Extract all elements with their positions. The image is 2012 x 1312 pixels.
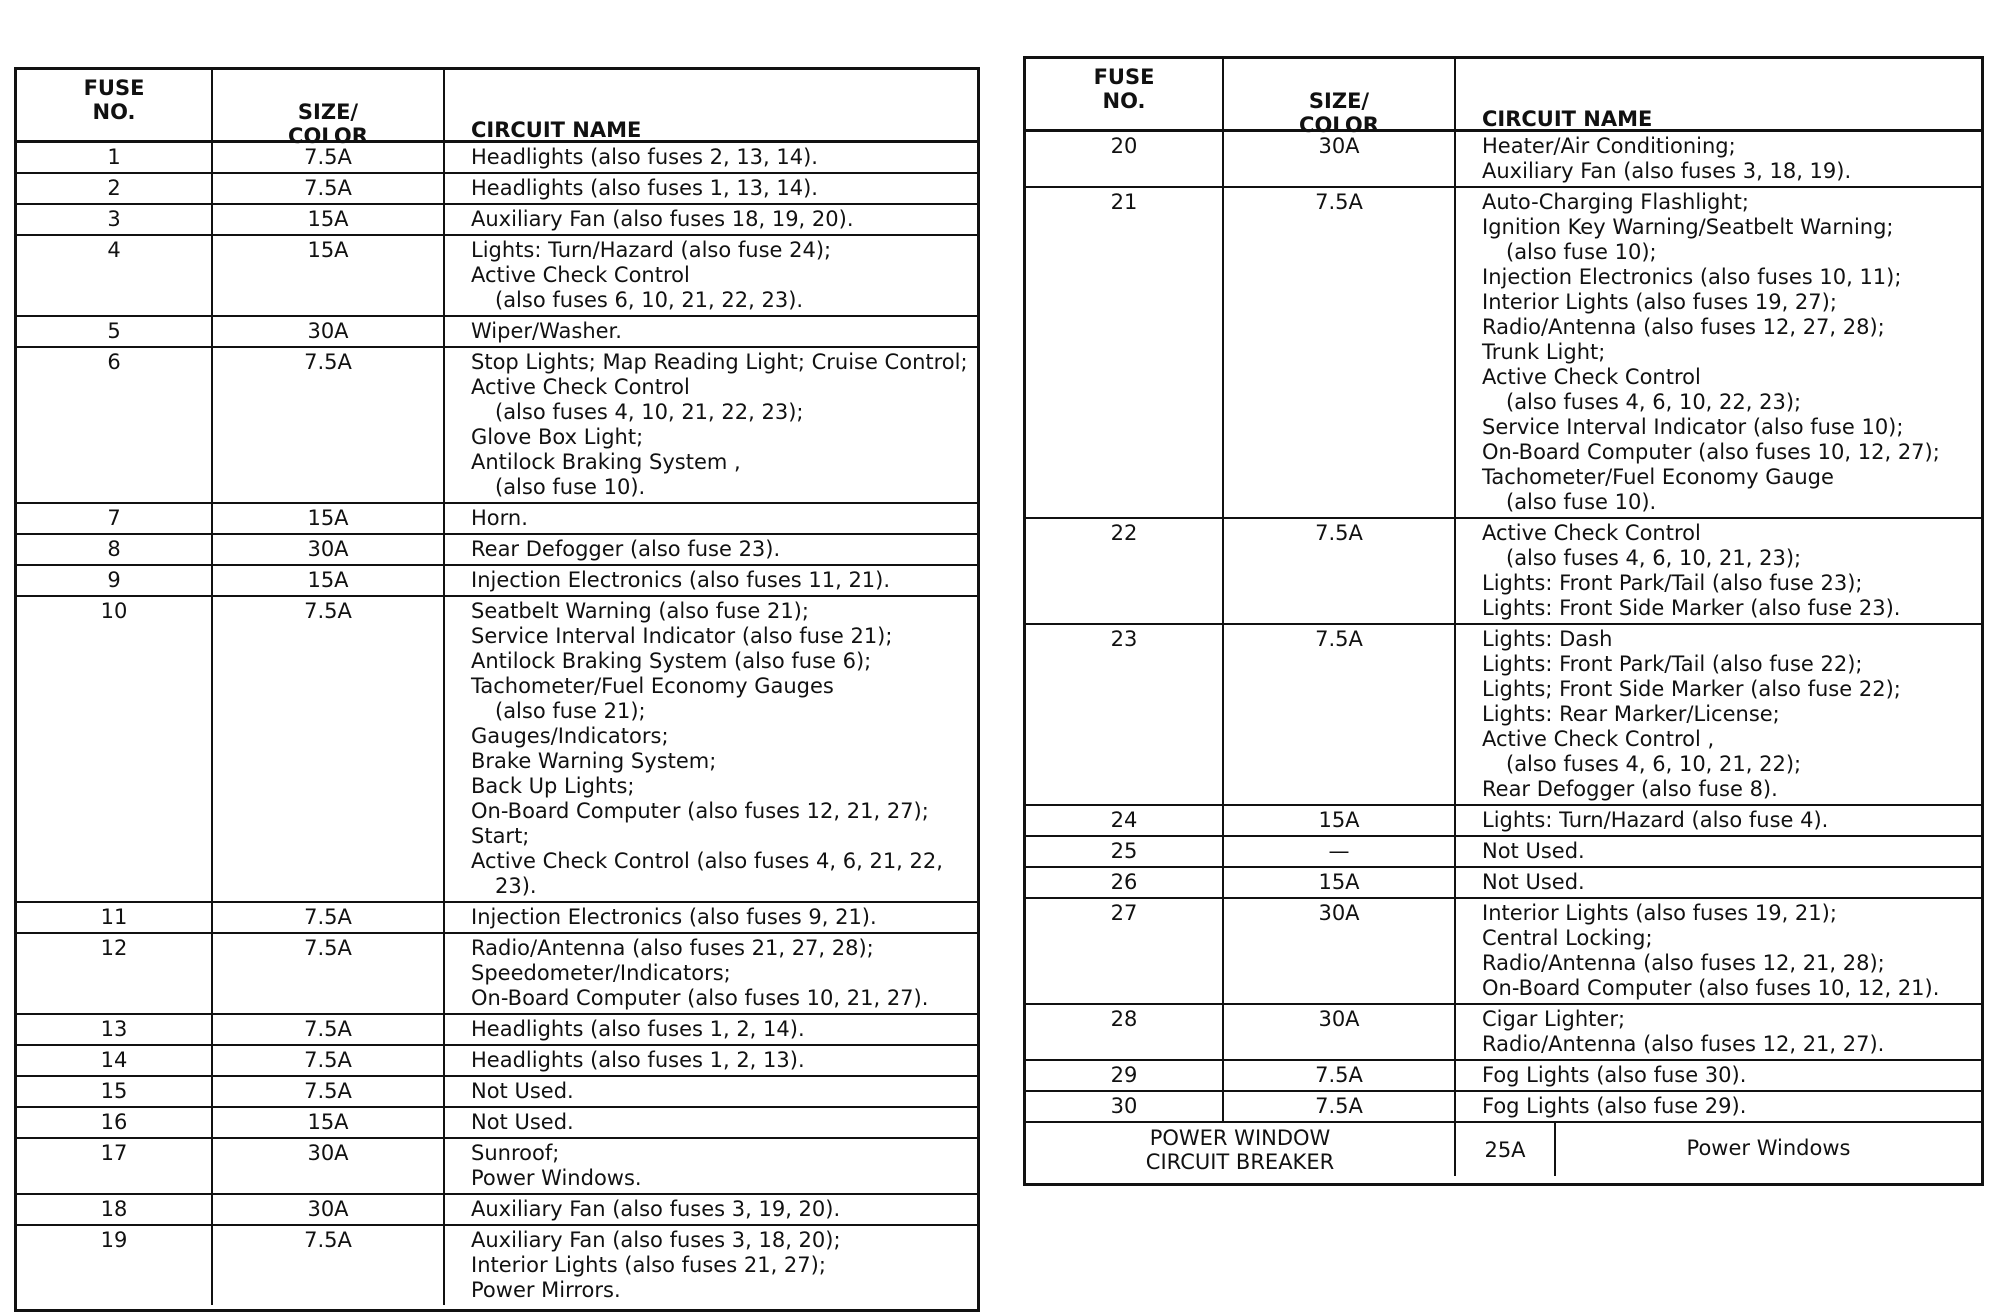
circuit-line: Rear Defogger (also fuse 8). <box>1482 777 1778 801</box>
table-row <box>1026 519 1981 625</box>
circuit-name <box>445 317 977 346</box>
fuse-size: 30A <box>213 317 445 346</box>
circuit-line: (also fuse 10); <box>1506 240 1657 264</box>
fuse-number: 4 <box>17 236 213 315</box>
fuse-number: 15 <box>17 1077 213 1106</box>
circuit-line: Ignition Key Warning/Seatbelt Warning; <box>1482 215 1894 239</box>
circuit-line: Glove Box Light; <box>471 425 644 449</box>
circuit-line: Service Interval Indicator (also fuse 21); <box>471 624 893 648</box>
circuit-name <box>1456 625 1981 804</box>
circuit-name <box>445 934 977 1013</box>
circuit-line: Cigar Lighter; <box>1482 1007 1626 1031</box>
table-row <box>17 348 977 504</box>
circuit-name <box>445 1077 977 1106</box>
circuit-line: Not Used. <box>471 1079 574 1103</box>
fuse-size: 7.5A <box>213 1046 445 1075</box>
circuit-name <box>1456 519 1981 623</box>
header-circuit-name: CIRCUIT NAME <box>1482 107 1653 131</box>
fuse-table-right <box>1023 56 1984 1186</box>
fuse-number: 17 <box>17 1139 213 1193</box>
circuit-line: Tachometer/Fuel Economy Gauges <box>471 674 834 698</box>
circuit-name <box>1456 132 1981 186</box>
fuse-number: 3 <box>17 205 213 234</box>
circuit-line: Horn. <box>471 506 528 530</box>
fuse-size: 7.5A <box>213 143 445 172</box>
circuit-line: Brake Warning System; <box>471 749 717 773</box>
breaker-circuit: Power Windows <box>1686 1136 1851 1160</box>
circuit-line: Auxiliary Fan (also fuses 3, 19, 20). <box>471 1197 841 1221</box>
fuse-number: 27 <box>1026 899 1224 1003</box>
circuit-line: Not Used. <box>1482 839 1585 863</box>
table-header <box>1026 59 1981 137</box>
circuit-line: Headlights (also fuses 1, 2, 13). <box>471 1048 805 1072</box>
circuit-line: Auxiliary Fan (also fuses 3, 18, 19). <box>1482 159 1852 183</box>
header-size-line2: COLOR <box>1299 113 1379 137</box>
fuse-size: 15A <box>213 236 445 315</box>
fuse-size: 7.5A <box>1224 625 1456 804</box>
circuit-line: Wiper/Washer. <box>471 319 622 343</box>
table-row <box>1026 868 1981 899</box>
header-size-color <box>213 70 445 148</box>
circuit-line: Sunroof; <box>471 1141 560 1165</box>
circuit-line: Trunk Light; <box>1482 340 1606 364</box>
circuit-name <box>445 1226 977 1305</box>
circuit-name <box>445 903 977 932</box>
circuit-line: Active Check Control <box>1482 521 1701 545</box>
circuit-line: (also fuse 10). <box>1506 490 1657 514</box>
fuse-number: 22 <box>1026 519 1224 623</box>
circuit-line: (also fuses 6, 10, 21, 22, 23). <box>495 288 804 312</box>
fuse-number: 21 <box>1026 188 1224 517</box>
circuit-line: Injection Electronics (also fuses 11, 21). <box>471 568 891 592</box>
circuit-line: Not Used. <box>471 1110 574 1134</box>
circuit-name <box>1456 1005 1981 1059</box>
table-row <box>17 597 977 903</box>
circuit-line: Interior Lights (also fuses 19, 21); <box>1482 901 1837 925</box>
fuse-number: 10 <box>17 597 213 901</box>
circuit-line: Gauges/Indicators; <box>471 724 669 748</box>
circuit-name <box>1456 1092 1981 1121</box>
table-row <box>17 236 977 317</box>
fuse-number: 1 <box>17 143 213 172</box>
header-size-line2: COLOR <box>288 124 368 148</box>
circuit-name <box>445 535 977 564</box>
table-row <box>1026 806 1981 837</box>
circuit-line: On-Board Computer (also fuses 12, 21, 27); <box>471 799 929 823</box>
table-row <box>17 566 977 597</box>
circuit-name <box>1456 1061 1981 1090</box>
fuse-size: 7.5A <box>213 348 445 502</box>
table-row <box>17 1077 977 1108</box>
table-row <box>17 1226 977 1305</box>
circuit-line: Speedometer/Indicators; <box>471 961 731 985</box>
fuse-number: 30 <box>1026 1092 1224 1121</box>
fuse-size: 7.5A <box>1224 188 1456 517</box>
circuit-line: Lights: Front Park/Tail (also fuse 22); <box>1482 652 1863 676</box>
table-row <box>1026 1061 1981 1092</box>
table-row <box>17 1195 977 1226</box>
circuit-name <box>1456 868 1981 897</box>
table-row <box>1026 1092 1981 1121</box>
fuse-number: 9 <box>17 566 213 595</box>
header-size-line1: SIZE/ <box>1308 89 1370 113</box>
circuit-line: (also fuses 4, 10, 21, 22, 23); <box>495 400 804 424</box>
circuit-line: (also fuse 21); <box>495 699 646 723</box>
fuse-size: 7.5A <box>213 597 445 901</box>
circuit-line: Active Check Control , <box>1482 727 1715 751</box>
circuit-line: Fog Lights (also fuse 29). <box>1482 1094 1747 1118</box>
circuit-name <box>445 1046 977 1075</box>
fuse-size: 7.5A <box>1224 1061 1456 1090</box>
fuse-number: 7 <box>17 504 213 533</box>
circuit-line: On-Board Computer (also fuses 10, 12, 21). <box>1482 976 1940 1000</box>
fuse-number: 23 <box>1026 625 1224 804</box>
breaker-label-line2: CIRCUIT BREAKER <box>1145 1150 1335 1174</box>
circuit-name <box>445 1195 977 1224</box>
breaker-size: 25A <box>1456 1123 1556 1176</box>
header-fuse-no-line2: NO. <box>92 100 136 124</box>
breaker-label <box>1026 1123 1456 1176</box>
circuit-line: Radio/Antenna (also fuses 12, 21, 28); <box>1482 951 1885 975</box>
circuit-line: Antilock Braking System (also fuse 6); <box>471 649 872 673</box>
fuse-number: 5 <box>17 317 213 346</box>
table-row <box>17 535 977 566</box>
fuse-size: 30A <box>1224 1005 1456 1059</box>
table-row <box>17 903 977 934</box>
fuse-size: 15A <box>1224 806 1456 835</box>
table-header <box>17 70 977 148</box>
circuit-line: Headlights (also fuses 2, 13, 14). <box>471 145 818 169</box>
circuit-breaker-row <box>1026 1121 1981 1176</box>
table-row <box>1026 837 1981 868</box>
fuse-number: 29 <box>1026 1061 1224 1090</box>
circuit-line: Power Mirrors. <box>471 1278 621 1302</box>
circuit-line: Headlights (also fuses 1, 13, 14). <box>471 176 818 200</box>
table-row <box>1026 625 1981 806</box>
fuse-size: 7.5A <box>213 1226 445 1305</box>
circuit-line: Radio/Antenna (also fuses 12, 21, 27). <box>1482 1032 1885 1056</box>
circuit-line: Not Used. <box>1482 870 1585 894</box>
table-row <box>17 1108 977 1139</box>
header-fuse-no-line2: NO. <box>1102 89 1146 113</box>
circuit-line: (also fuses 4, 6, 10, 21, 23); <box>1506 546 1802 570</box>
circuit-line: Auxiliary Fan (also fuses 3, 18, 20); <box>471 1228 841 1252</box>
header-circuit-name: CIRCUIT NAME <box>471 118 642 142</box>
circuit-name <box>445 1015 977 1044</box>
table-row <box>17 934 977 1015</box>
circuit-line: Interior Lights (also fuses 19, 27); <box>1482 290 1837 314</box>
circuit-name <box>1456 188 1981 517</box>
circuit-name <box>445 504 977 533</box>
circuit-line: Tachometer/Fuel Economy Gauge <box>1482 465 1834 489</box>
fuse-number: 28 <box>1026 1005 1224 1059</box>
fuse-number: 2 <box>17 174 213 203</box>
circuit-line: Active Check Control (also fuses 4, 6, 21, 22, <box>471 849 943 873</box>
circuit-line: Lights: Front Side Marker (also fuse 23). <box>1482 596 1901 620</box>
circuit-name <box>1456 837 1981 866</box>
circuit-line: Injection Electronics (also fuses 9, 21). <box>471 905 877 929</box>
circuit-line: Stop Lights; Map Reading Light; Cruise Control; <box>471 350 968 374</box>
fuse-size: 7.5A <box>213 934 445 1013</box>
table-row <box>1026 188 1981 519</box>
fuse-size: 30A <box>213 1139 445 1193</box>
fuse-number: 14 <box>17 1046 213 1075</box>
fuse-number: 18 <box>17 1195 213 1224</box>
circuit-name <box>445 205 977 234</box>
circuit-line: (also fuses 4, 6, 10, 21, 22); <box>1506 752 1802 776</box>
fuse-number: 19 <box>17 1226 213 1305</box>
table-row <box>17 174 977 205</box>
circuit-line: Heater/Air Conditioning; <box>1482 134 1736 158</box>
fuse-size: 7.5A <box>1224 519 1456 623</box>
table-body-left <box>17 143 977 1305</box>
circuit-name <box>445 1139 977 1193</box>
fuse-size: 15A <box>213 1108 445 1137</box>
fuse-size: 15A <box>213 566 445 595</box>
breaker-label-line1: POWER WINDOW <box>1149 1126 1331 1150</box>
fuse-size: 7.5A <box>213 1077 445 1106</box>
table-row <box>17 317 977 348</box>
header-fuse-no <box>17 70 213 140</box>
table-row <box>17 143 977 174</box>
fuse-size: 7.5A <box>213 174 445 203</box>
fuse-number: 20 <box>1026 132 1224 186</box>
header-size-line1: SIZE/ <box>297 100 359 124</box>
circuit-line: Interior Lights (also fuses 21, 27); <box>471 1253 826 1277</box>
fuse-number: 13 <box>17 1015 213 1044</box>
circuit-line: Power Windows. <box>471 1166 642 1190</box>
fuse-number: 11 <box>17 903 213 932</box>
fuse-size: 15A <box>213 504 445 533</box>
header-fuse-no <box>1026 59 1224 129</box>
circuit-line: Lights: Rear Marker/License; <box>1482 702 1780 726</box>
fuse-size: 15A <box>213 205 445 234</box>
header-size-color <box>1224 59 1456 137</box>
header-fuse-no-line1: FUSE <box>1093 65 1155 89</box>
circuit-line: Seatbelt Warning (also fuse 21); <box>471 599 809 623</box>
fuse-number: 6 <box>17 348 213 502</box>
circuit-line: Active Check Control <box>1482 365 1701 389</box>
circuit-line: Active Check Control <box>471 375 690 399</box>
circuit-line: Active Check Control <box>471 263 690 287</box>
circuit-line: Service Interval Indicator (also fuse 10); <box>1482 415 1904 439</box>
header-fuse-no-line1: FUSE <box>83 76 145 100</box>
fuse-number: 12 <box>17 934 213 1013</box>
fuse-number: 26 <box>1026 868 1224 897</box>
circuit-line: Fog Lights (also fuse 30). <box>1482 1063 1747 1087</box>
fuse-size: 15A <box>1224 868 1456 897</box>
circuit-name <box>445 566 977 595</box>
circuit-line: Radio/Antenna (also fuses 12, 27, 28); <box>1482 315 1885 339</box>
fuse-number: 25 <box>1026 837 1224 866</box>
circuit-line: Start; <box>471 824 530 848</box>
circuit-name <box>1456 899 1981 1003</box>
circuit-line: Lights: Turn/Hazard (also fuse 4). <box>1482 808 1829 832</box>
circuit-line: Rear Defogger (also fuse 23). <box>471 537 781 561</box>
fuse-number: 24 <box>1026 806 1224 835</box>
circuit-line: Central Locking; <box>1482 926 1653 950</box>
circuit-line: Lights: Turn/Hazard (also fuse 24); <box>471 238 832 262</box>
circuit-line: Antilock Braking System , <box>471 450 741 474</box>
table-row <box>17 1015 977 1046</box>
fuse-number: 8 <box>17 535 213 564</box>
fuse-size: 30A <box>213 535 445 564</box>
table-row <box>17 1046 977 1077</box>
fuse-size: 7.5A <box>213 1015 445 1044</box>
table-row <box>1026 899 1981 1005</box>
table-row <box>17 504 977 535</box>
circuit-name <box>445 1108 977 1137</box>
table-row <box>17 205 977 236</box>
circuit-line: Lights; Front Side Marker (also fuse 22); <box>1482 677 1901 701</box>
circuit-line: On-Board Computer (also fuses 10, 21, 27). <box>471 986 929 1010</box>
fuse-size: 30A <box>1224 899 1456 1003</box>
fuse-number: 16 <box>17 1108 213 1137</box>
circuit-line: (also fuses 4, 6, 10, 22, 23); <box>1506 390 1802 414</box>
circuit-name <box>445 143 977 172</box>
circuit-line: 23). <box>495 874 537 898</box>
fuse-size: — <box>1224 837 1456 866</box>
fuse-size: 7.5A <box>213 903 445 932</box>
fuse-size: 7.5A <box>1224 1092 1456 1121</box>
fuse-size: 30A <box>213 1195 445 1224</box>
table-row <box>1026 132 1981 188</box>
circuit-name <box>445 174 977 203</box>
circuit-line: Auto-Charging Flashlight; <box>1482 190 1749 214</box>
circuit-name <box>445 348 977 502</box>
circuit-line: Radio/Antenna (also fuses 21, 27, 28); <box>471 936 874 960</box>
circuit-line: Back Up Lights; <box>471 774 635 798</box>
circuit-line: Auxiliary Fan (also fuses 18, 19, 20). <box>471 207 854 231</box>
circuit-line: On-Board Computer (also fuses 10, 12, 27); <box>1482 440 1940 464</box>
circuit-line: Headlights (also fuses 1, 2, 14). <box>471 1017 805 1041</box>
circuit-name <box>1456 806 1981 835</box>
circuit-name <box>445 597 977 901</box>
table-row <box>17 1139 977 1195</box>
table-body-right <box>1026 132 1981 1121</box>
circuit-line: (also fuse 10). <box>495 475 646 499</box>
fuse-table-left <box>14 67 980 1312</box>
circuit-line: Lights: Front Park/Tail (also fuse 23); <box>1482 571 1863 595</box>
circuit-line: Injection Electronics (also fuses 10, 11); <box>1482 265 1902 289</box>
circuit-line: Lights: Dash <box>1482 627 1613 651</box>
circuit-name <box>445 236 977 315</box>
fuse-size: 30A <box>1224 132 1456 186</box>
table-row <box>1026 1005 1981 1061</box>
